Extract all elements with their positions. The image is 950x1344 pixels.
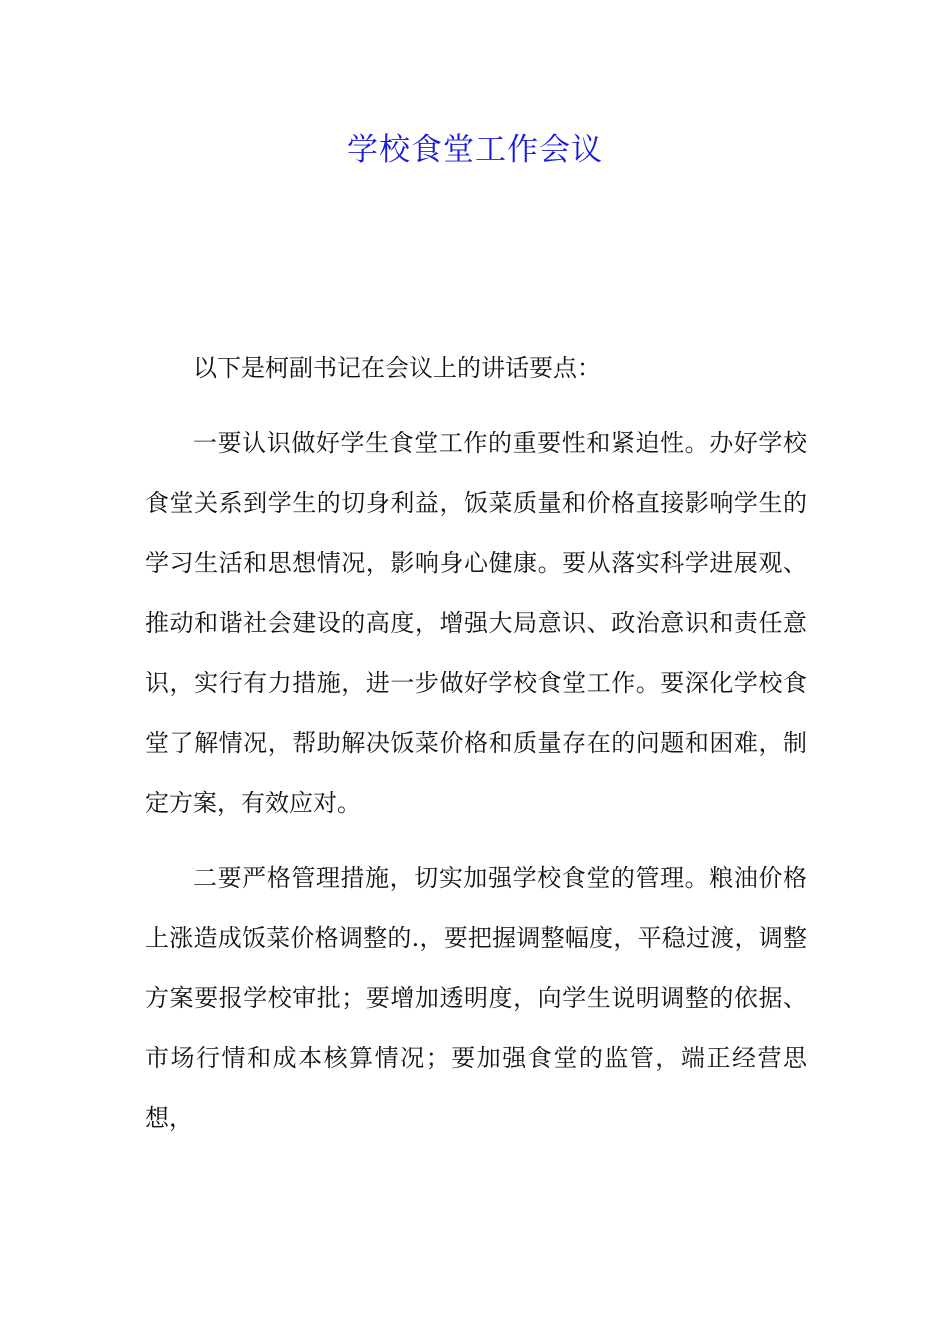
document-body <box>145 338 807 1163</box>
document-title: 学校食堂工作会议 <box>347 132 603 168</box>
paragraph-point-one: 一要认识做好学生食堂工作的重要性和紧迫性。办好学校食堂关系到学生的切身利益，饭菜质量和价格直接影响学生的学习生活和思想情况，影响身心健康。要从落实科学进展观、推动和谐社会建设的高度，增强大局意识、政治意识和责任意识，实行有力措施，进一步做好学校食堂工作。要深化学校食堂了解情况，帮助解决饭菜价格和质量存在的问题和困难，制定方案，有效应对。 <box>145 429 807 817</box>
paragraph-intro: 以下是柯副书记在会议上的讲话要点： <box>193 354 601 382</box>
paragraph-point-two: 二要严格管理措施，切实加强学校食堂的管理。粮油价格上涨造成饭菜价格调整的.，要把握调整幅度，平稳过渡，调整方案要报学校审批；要增加透明度，向学生说明调整的依据、市场行情和成本核算情况；要加强食堂的监管，端正经营思想， <box>145 864 807 1132</box>
